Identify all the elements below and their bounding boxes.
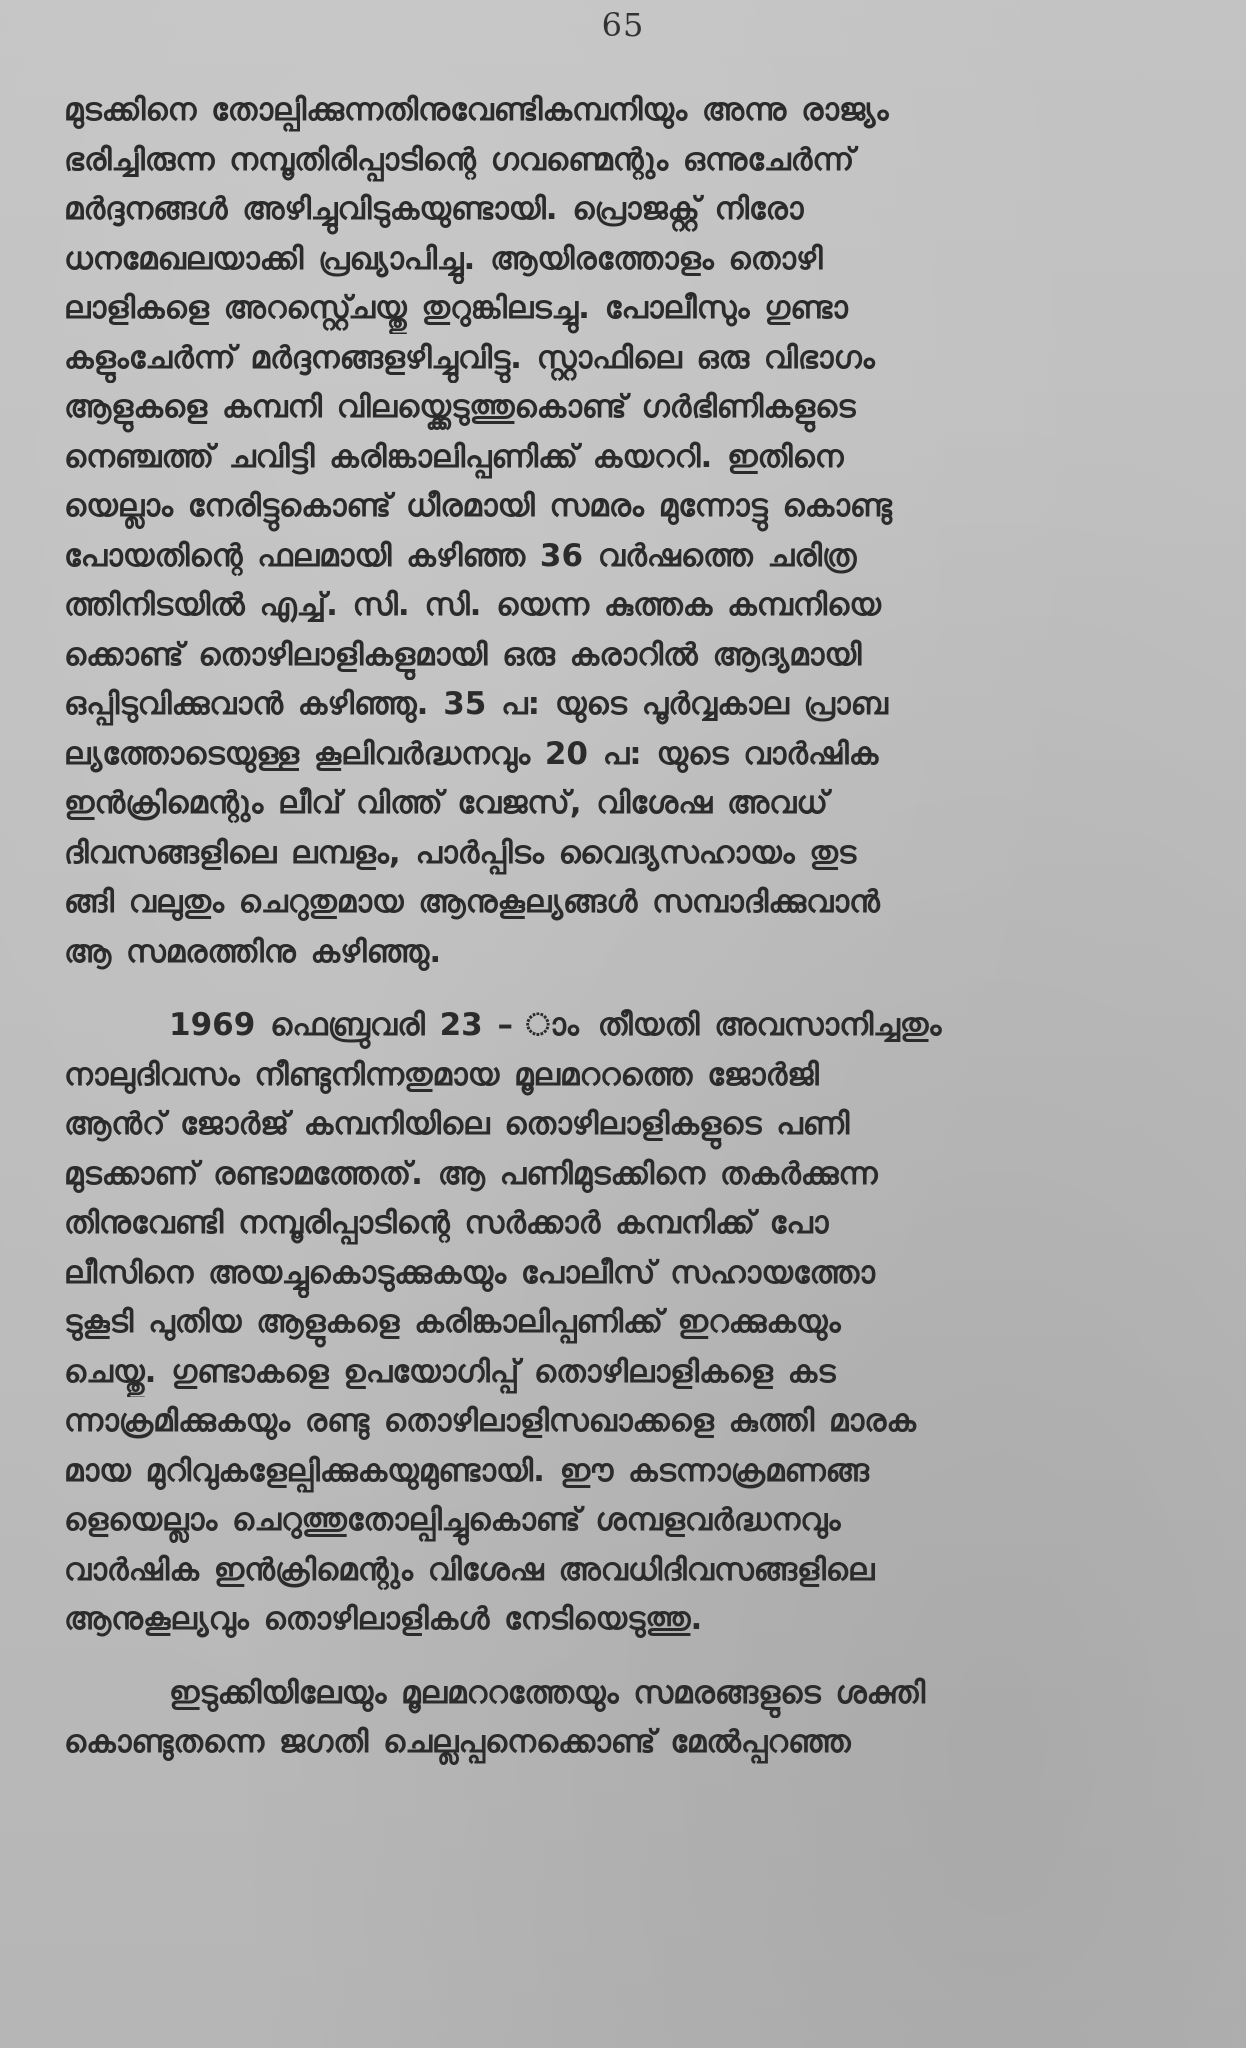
text-line: വാർഷിക ഇൻക്രിമെന്റും വിശേഷ അവധിദിവസങ്ങളിലെ (64, 1551, 875, 1588)
text-line: കൊണ്ടുതന്നെ ജഗതി ചെല്ലപ്പനെക്കൊണ്ട് മേൽപ്പറഞ്ഞ (64, 1724, 851, 1760)
text-line: ളെയെല്ലാം ചെറുത്തുതോല്പിച്ചുകൊണ്ട് ശമ്പളവർദ്ധനവും (64, 1502, 841, 1538)
text-line: നാലുദിവസം നീണ്ടുനിന്നതുമായ മൂലമററത്തെ ജോർജി (64, 1056, 819, 1093)
text-line: മർദ്ദനങ്ങൾ അഴിച്ചുവിടുകയുണ്ടായി. പ്രൊജക്റ്റ് നിരോ (64, 191, 804, 227)
text-line: ടുകൂടി പുതിയ ആളുകളെ കരിങ്കാലിപ്പണിക്ക് ഇറക്കുകയും (64, 1304, 841, 1340)
text-line: ലാളികളെ അറസ്റ്റ്ചെയ്തു തുറുങ്കിലടച്ചു. പോലീസും ഗുണ്ടാ (64, 290, 848, 326)
text-line: ചെയ്തു. ഗുണ്ടാകളെ ഉപയോഗിപ്പ് തൊഴിലാളികളെ കട (64, 1353, 836, 1390)
paragraph-1 (64, 86, 1174, 977)
text-line: ങ്ങി വലുതും ചെറുതുമായ ആനുകൂല്യങ്ങൾ സമ്പാദിക്കുവാൻ (64, 884, 880, 920)
text-line: മായ മുറിവുകളേല്പിക്കുകയുമുണ്ടായി. ഈ കടന്നാക്രമണങ്ങ (64, 1452, 869, 1489)
text-line: ഒപ്പിടുവിക്കുവാൻ കഴിഞ്ഞു. 35 പ: യുടെ പൂർവ്വകാല പ്രാബ (64, 686, 888, 722)
page-number: 65 (601, 6, 645, 44)
text-line: ഇടുക്കിയിലേയും മൂലമററത്തേയും സമരങ്ങളുടെ ശക്തി (169, 1674, 926, 1711)
text-line: ആ സമരത്തിനു കഴിഞ്ഞു. (64, 933, 442, 970)
text-line: തിനുവേണ്ടി നമ്പൂരിപ്പാടിന്റെ സർക്കാർ കമ്പനിക്ക് പോ (64, 1205, 829, 1241)
text-line: ക്കൊണ്ട് തൊഴിലാളികളുമായി ഒരു കരാറിൽ ആദ്യമായി (64, 636, 862, 673)
paragraph-3 (64, 1669, 1174, 1768)
text-line: മുടക്കാണ് രണ്ടാമത്തേത്. ആ പണിമുടക്കിനെ തകർക്കുന്ന (64, 1155, 878, 1192)
text-line: ന്നാക്രമിക്കുകയും രണ്ടു തൊഴിലാളിസഖാക്കളെ കുത്തി മാരക (64, 1403, 916, 1439)
text-line: ആളുകളെ കമ്പനി വിലയ്ക്കെടുത്തുകൊണ്ട് ഗർഭിണികളുടെ (64, 389, 856, 425)
text-line: ഇൻക്രിമെന്റും ലീവ് വിത്ത് വേജസ്, വിശേഷ അവധ് (64, 785, 828, 821)
text-line: ആനുകൂല്യവും തൊഴിലാളികൾ നേടിയെടുത്തു. (64, 1601, 703, 1637)
text-line: ധനമേഖലയാക്കി പ്രഖ്യാപിച്ചു. ആയിരത്തോളം തൊഴി (64, 240, 823, 277)
text-line: 1969 ഫെബ്രുവരി 23 – ാം തീയതി അവസാനിച്ചതും (169, 1007, 942, 1043)
text-line: ലീസിനെ അയച്ചുകൊടുക്കുകയും പോലീസ് സഹായത്തോ (64, 1254, 875, 1291)
text-line: യെല്ലാം നേരിട്ടുകൊണ്ട് ധീരമായി സമരം മുന്നോട്ടു കൊണ്ടു (64, 488, 892, 524)
text-line: കളുംചേർന്ന് മർദ്ദനങ്ങളഴിച്ചുവിട്ടു. സ്റ്റാഫിലെ ഒരു വിഭാഗം (64, 339, 875, 376)
paragraph-2 (64, 1001, 1174, 1645)
body-text (64, 86, 1174, 1768)
paragraph-gap (64, 977, 1174, 1001)
text-line: ല്യത്തോടെയുള്ള കൂലിവർദ്ധനവും 20 പ: യുടെ വാർഷിക (64, 735, 879, 772)
text-line: മുടക്കിനെ തോല്പിക്കുന്നതിനുവേണ്ടികമ്പനിയും അന്നു രാജ്യം (64, 92, 889, 128)
text-line: നെഞ്ചത്ത് ചവിട്ടി കരിങ്കാലിപ്പണിക്ക് കയററി. ഇതിനെ (64, 438, 844, 475)
text-line: ആൻറ് ജോർജ് കമ്പനിയിലെ തൊഴിലാളികളുടെ പണി (64, 1106, 850, 1142)
paragraph-gap (64, 1645, 1174, 1669)
text-line: പോയതിന്റെ ഫലമായി കഴിഞ്ഞ 36 വർഷത്തെ ചരിത്ര (64, 537, 857, 574)
text-line: ത്തിനിടയിൽ എച്ച്. സി. സി. യെന്ന കുത്തക കമ്പനിയെ (64, 587, 881, 623)
text-line: ഭരിച്ചിരുന്ന നമ്പൂതിരിപ്പാടിന്റെ ഗവണ്മെന്റും ഒന്നുചേർന്ന് (64, 141, 855, 178)
text-line: ദിവസങ്ങളിലെ ലമ്പളം, പാർപ്പിടം വൈദ്യസഹായം തുട (64, 834, 857, 871)
